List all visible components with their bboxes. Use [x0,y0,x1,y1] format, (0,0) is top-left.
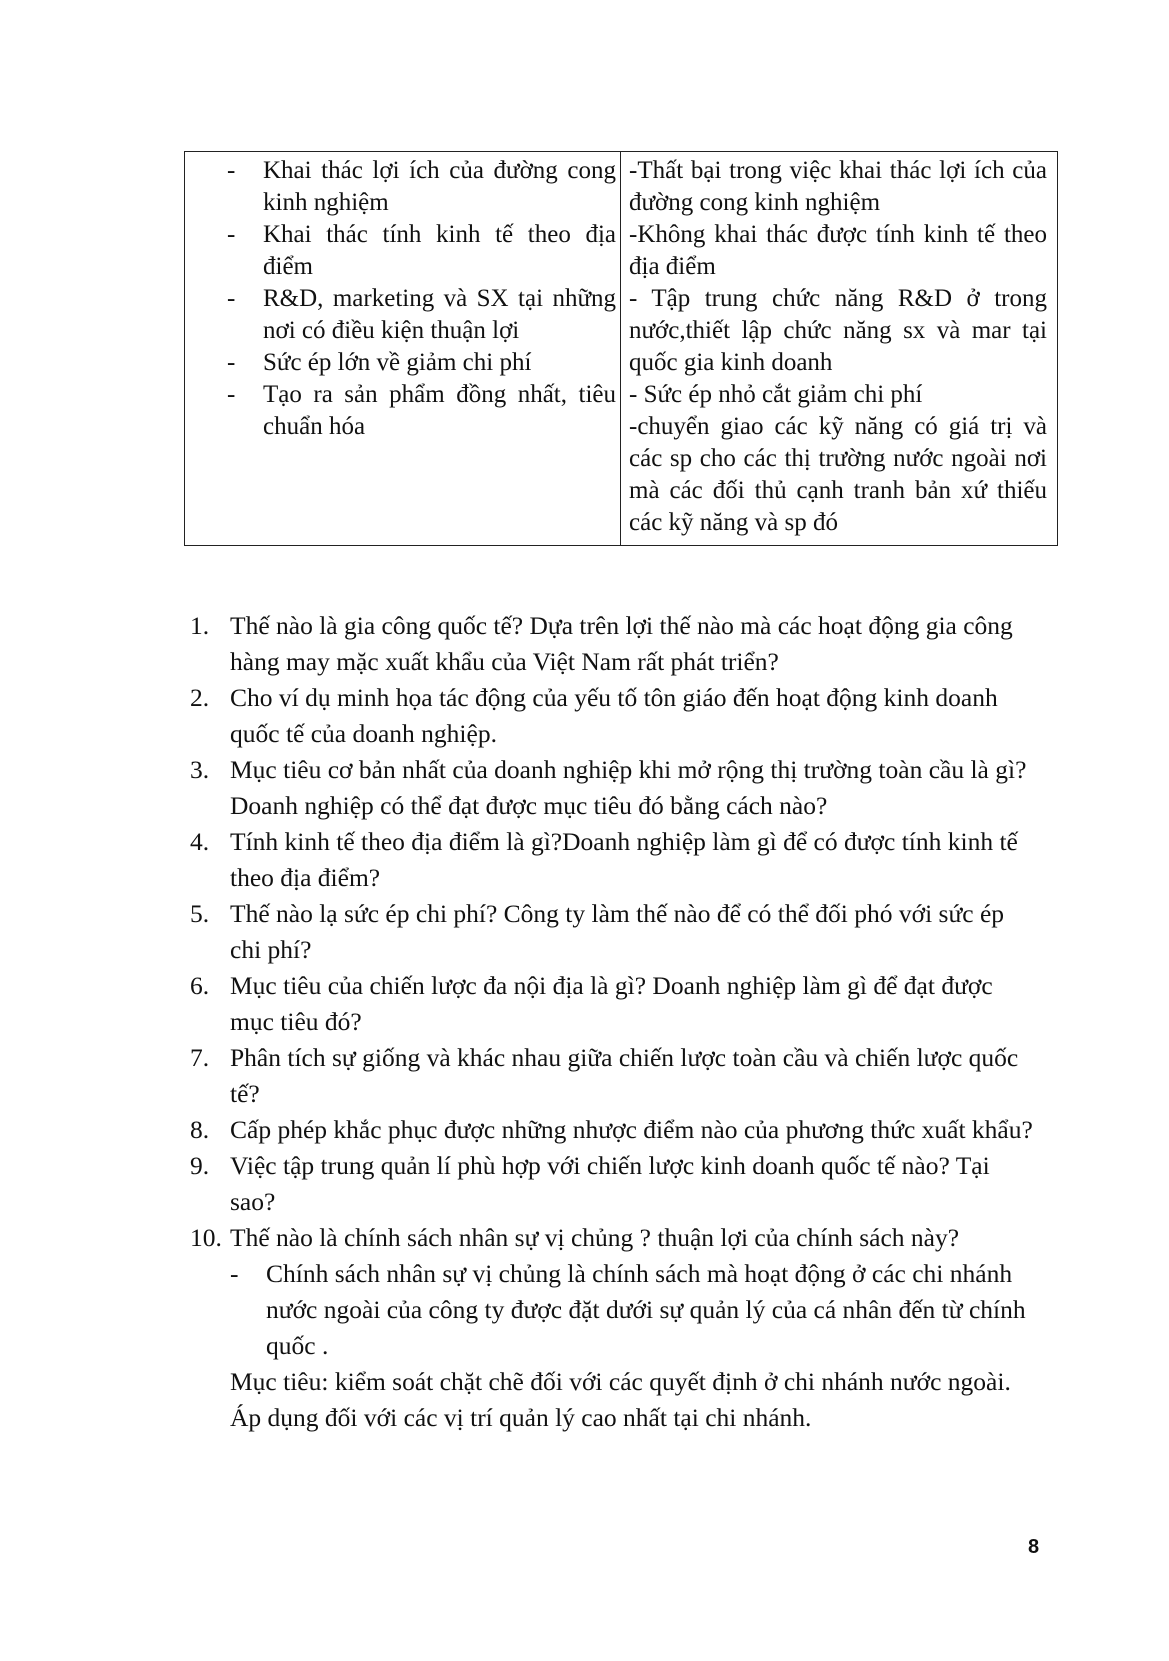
question-text: Cấp phép khắc phục được những nhược điểm nào của phương thức xuất khẩu? [230,1115,1033,1144]
question-item [190,680,1040,752]
question-number: 3. [190,755,210,784]
answer-block [190,1256,1040,1436]
right-item: - Tập trung chức năng R&D ở trong nước,thiết lập chức năng sx và mar tại quốc gia kinh doanh [629,285,1047,376]
question-text: Thế nào là gia công quốc tế? Dựa trên lợi thế nào mà các hoạt động gia công hàng may mặc xuất khẩu của Việt Nam rất phát triển? [230,611,1013,676]
comparison-table [184,151,1058,546]
right-item: - Sức ép nhỏ cắt giảm chi phí [629,381,923,408]
question-number: 1. [190,611,210,640]
left-item: - Khai thác tính kinh tế theo địa điểm [227,219,616,283]
question-number: 7. [190,1043,210,1072]
answer-bullet: - Chính sách nhân sự vị chủng là chính sách mà hoạt động ở các chi nhánh nước ngoài của công ty được đặt dưới sự quản lý của cá nhân đến từ chính quốc . [230,1256,1040,1364]
answer-scope: Áp dụng đối với các vị trí quản lý cao nhất tại chi nhánh. [230,1403,812,1432]
page-number: 8 [1028,1536,1040,1558]
question-item [190,608,1040,680]
question-text: Phân tích sự giống và khác nhau giữa chiến lược toàn cầu và chiến lược quốc tế? [230,1043,1019,1108]
question-item [190,896,1040,968]
question-number: 6. [190,971,210,1000]
question-text: Thế nào lạ sức ép chi phí? Công ty làm thế nào để có thể đối phó với sức ép chi phí? [230,899,1005,964]
question-number: 9. [190,1151,210,1180]
table-left-column [185,152,621,545]
question-number: 2. [190,683,210,712]
question-text: Cho ví dụ minh họa tác động của yếu tố tôn giáo đến hoạt động kinh doanh quốc tế của doanh nghiệp. [230,683,998,748]
left-item: - Sức ép lớn về giảm chi phí [227,347,616,379]
left-item: - R&D, marketing và SX tại những nơi có điều kiện thuận lợi [227,283,616,347]
question-item [190,1112,1040,1148]
question-text: Mục tiêu cơ bản nhất của doanh nghiệp khi mở rộng thị trường toàn cầu là gì?Doanh nghiệp có thể đạt được mục tiêu đó bằng cách nào? [230,755,1027,820]
question-number: 10. [190,1223,222,1252]
question-item [190,752,1040,824]
question-text: Tính kinh tế theo địa điểm là gì?Doanh nghiệp làm gì để có được tính kinh tế theo địa điểm? [230,827,1018,892]
question-item [190,968,1040,1040]
question-text: Thế nào là chính sách nhân sự vị chủng ? thuận lợi của chính sách này? [230,1223,960,1252]
question-text: Việc tập trung quản lí phù hợp với chiến lược kinh doanh quốc tế nào? Tại sao? [230,1151,990,1216]
question-item [190,1220,1040,1256]
right-item: -chuyển giao các kỹ năng có giá trị và các sp cho các thị trường nước ngoài nơi mà các đối thủ cạnh tranh bản xứ thiếu các kỹ năng và sp đó [629,413,1047,536]
answer-goal: Mục tiêu: kiểm soát chặt chẽ đối với các quyết định ở chi nhánh nước ngoài. [230,1367,1011,1396]
table-right-column [621,152,1057,545]
question-number: 5. [190,899,210,928]
question-text: Mục tiêu của chiến lược đa nội địa là gì? Doanh nghiệp làm gì để đạt được mục tiêu đó? [230,971,993,1036]
left-item: - Tạo ra sản phẩm đồng nhất, tiêu chuẩn hóa [227,379,616,443]
left-item: - Khai thác lợi ích của đường cong kinh nghiệm [227,155,616,219]
question-number: 8. [190,1115,210,1144]
question-list [190,608,1040,1436]
right-item: -Thất bại trong việc khai thác lợi ích của đường cong kinh nghiệm [629,157,1047,216]
question-item [190,824,1040,896]
right-item: -Không khai thác được tính kinh tế theo địa điểm [629,221,1047,280]
question-number: 4. [190,827,210,856]
question-item [190,1148,1040,1220]
question-item [190,1040,1040,1112]
